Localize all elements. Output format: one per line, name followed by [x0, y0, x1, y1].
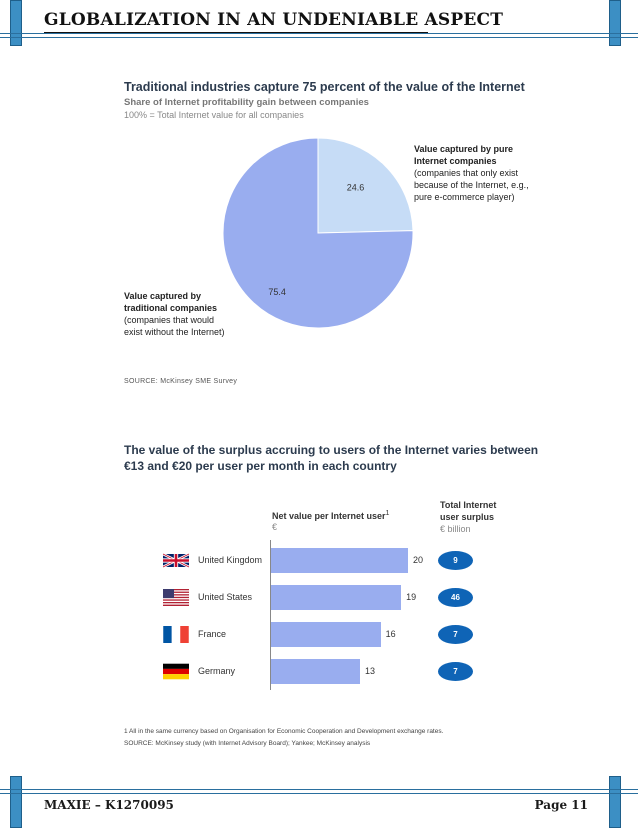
header-rule-2	[0, 37, 638, 38]
header-rule	[0, 33, 638, 34]
bar-column-unit-euro: €	[272, 522, 278, 532]
germany-flag-icon	[163, 663, 189, 680]
page-header-title: GLOBALIZATION IN AN UNDENIABLE ASPECT	[44, 10, 504, 30]
bar-germany	[271, 659, 360, 684]
footer-author: MAXIE – K1270095	[44, 798, 174, 812]
bar-united-states	[271, 585, 401, 610]
pie-label-pure-internet	[414, 143, 564, 203]
country-label-germany: Germany	[198, 666, 236, 676]
france-flag-icon	[163, 626, 189, 643]
pie-label-pure-line2: Internet companies	[414, 156, 497, 166]
pie-label-trad-desc2: exist without the Internet)	[124, 327, 225, 337]
header-underline	[44, 32, 428, 33]
bar-france	[271, 622, 381, 647]
uk-flag-icon	[163, 552, 189, 569]
surplus-badge-germany: 7	[438, 662, 473, 681]
frame-bar-bottom-right	[609, 776, 621, 828]
surplus-badge-united-kingdom: 9	[438, 551, 473, 570]
total-surplus-line1: Total Internet	[440, 500, 497, 510]
frame-bar-bottom-left	[10, 776, 22, 828]
footer-rule	[0, 789, 638, 790]
bar-value-united-states: 19	[406, 592, 417, 602]
pie-chart-subtitle: Share of Internet profitability gain between companies	[124, 97, 369, 108]
country-label-united-kingdom: United Kingdom	[198, 555, 263, 565]
country-label-france: France	[198, 629, 227, 639]
pie-value-traditional: 75.4	[268, 287, 286, 298]
pie-slice-pure-internet	[318, 138, 413, 233]
bar-value-united-kingdom: 20	[413, 555, 424, 565]
country-label-united-states: United States	[198, 592, 253, 602]
pie-label-trad-line2: traditional companies	[124, 303, 218, 313]
us-flag-icon	[163, 589, 189, 606]
footer-page-number: Page 11	[534, 798, 588, 812]
footer-rule-2	[0, 793, 638, 794]
bar-chart-source: SOURCE: McKinsey study (with Internet Advisory Board); Yankee; McKinsey analysis	[124, 740, 371, 747]
bar-united-kingdom	[271, 548, 408, 573]
pie-label-pure-desc2: because of the Internet, e.g.,	[414, 180, 529, 190]
pie-label-pure-line1: Value captured by pure	[414, 144, 514, 154]
bar-column-unit-billion: € billion	[440, 524, 471, 534]
total-surplus-line2: user surplus	[440, 512, 495, 522]
bar-column-header-total-surplus	[440, 499, 520, 523]
pie-chart-source: SOURCE: McKinsey SME Survey	[124, 378, 238, 385]
pie-label-pure-desc3: pure e-commerce player)	[414, 192, 515, 202]
bar-column-header-net-value-text: Net value per Internet user	[272, 511, 386, 521]
pie-label-traditional	[124, 290, 254, 338]
surplus-badge-france: 7	[438, 625, 473, 644]
bar-value-germany: 13	[365, 666, 376, 676]
pie-label-pure-desc1: (companies that only exist	[414, 168, 519, 178]
bar-value-france: 16	[385, 629, 396, 639]
bar-column-header-net-value	[272, 510, 389, 521]
frame-bar-top-left	[10, 0, 22, 46]
pie-value-pure-internet: 24.6	[346, 182, 365, 193]
bar-chart-footnote: 1 All in the same currency based on Organisation for Economic Cooperation and Development exchange rates.	[124, 728, 444, 735]
frame-bar-top-right	[609, 0, 621, 46]
surplus-badge-united-states: 46	[438, 588, 473, 607]
bar-chart-title: The value of the surplus accruing to users of the Internet varies between €13 and €20 per user per month in each country	[124, 443, 539, 473]
pie-label-trad-line1: Value captured by	[124, 291, 202, 301]
pie-chart-title: Traditional industries capture 75 percent of the value of the Internet	[124, 80, 525, 94]
pie-chart-note: 100% = Total Internet value for all companies	[124, 110, 304, 120]
pie-label-trad-desc1: (companies that would	[124, 315, 215, 325]
footnote-marker: 1	[385, 510, 390, 517]
